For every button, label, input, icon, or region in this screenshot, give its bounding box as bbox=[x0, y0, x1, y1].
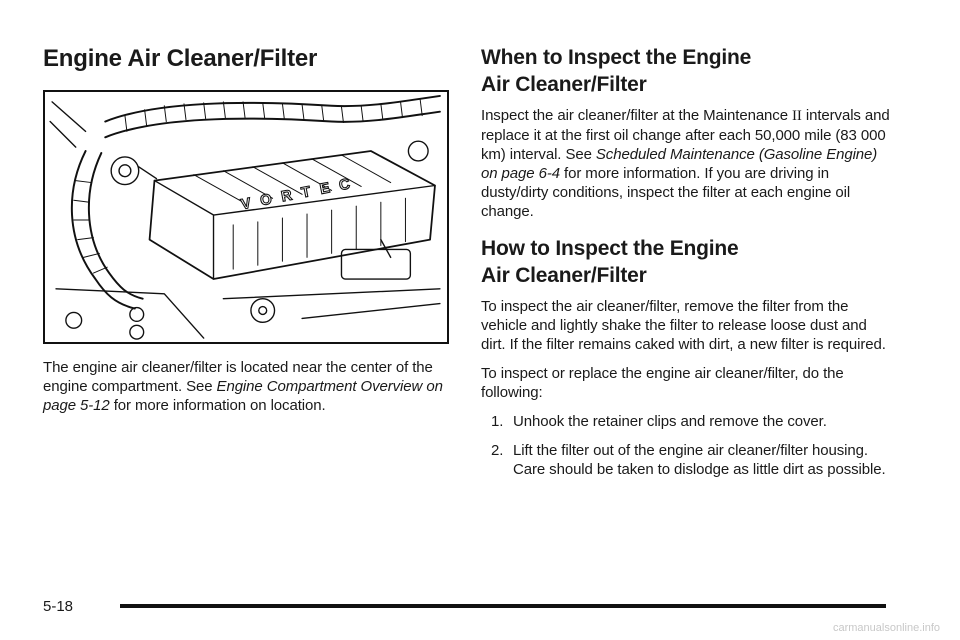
replace-intro-paragraph: To inspect or replace the engine air cleaner/filter, do the following: bbox=[481, 365, 844, 401]
heading-how-to-inspect: How to Inspect the Engine Air Cleaner/Filter bbox=[481, 237, 739, 287]
vortec-logo: VORTEC bbox=[239, 174, 362, 214]
list-item: 2. Lift the filter out of the engine air cleaner/filter housing. Care should be taken to dislodge as little dirt as possible. bbox=[491, 442, 886, 478]
air-cleaner-housing bbox=[150, 151, 435, 279]
how-to-inspect-paragraph: To inspect the air cleaner/filter, remove the filter from the vehicle and lightly shake the filter to release loose dust and dirt. If the filter remains caked with dirt, a new filter is required. bbox=[481, 298, 886, 353]
engine-air-cleaner-illustration bbox=[43, 90, 449, 344]
footer-rule bbox=[120, 604, 886, 608]
engine-compartment-overview-link[interactable]: Engine Compartment Overview on page 5-12 bbox=[43, 378, 443, 414]
when-to-inspect-paragraph: Inspect the air cleaner/filter at the Maintenance II intervals and replace it at the first oil change after each 50,000 mile (83 000 km) interval. See Scheduled Maintenance (Gasoline Engine) on page 6-4 for more information. If you are driving in dusty/dirty conditions, inspect the filter at each engine oil change. bbox=[481, 107, 890, 220]
heading-when-to-inspect: When to Inspect the Engine Air Cleaner/Filter bbox=[481, 46, 752, 96]
steps-list bbox=[481, 412, 891, 479]
upper-hose bbox=[105, 96, 440, 122]
location-paragraph: The engine air cleaner/filter is located near the center of the engine compartment. See Engine Compartment Overview on page 5-12 for more information on location. bbox=[43, 359, 443, 414]
watermark: carmanualsonline.info bbox=[832, 622, 940, 634]
right-column bbox=[481, 44, 891, 489]
scheduled-maintenance-link[interactable]: Scheduled Maintenance (Gasoline Engine) on page 6-4 bbox=[481, 146, 878, 182]
left-column bbox=[43, 44, 453, 415]
list-item: 1. Unhook the retainer clips and remove the cover. bbox=[491, 413, 827, 430]
page-number: 5-18 bbox=[43, 598, 74, 615]
section-title-engine-air-cleaner: Engine Air Cleaner/Filter bbox=[43, 45, 318, 72]
engine-illustration-svg bbox=[45, 92, 447, 342]
side-hose bbox=[72, 151, 135, 308]
maintenance-ii-symbol: II bbox=[792, 108, 802, 124]
